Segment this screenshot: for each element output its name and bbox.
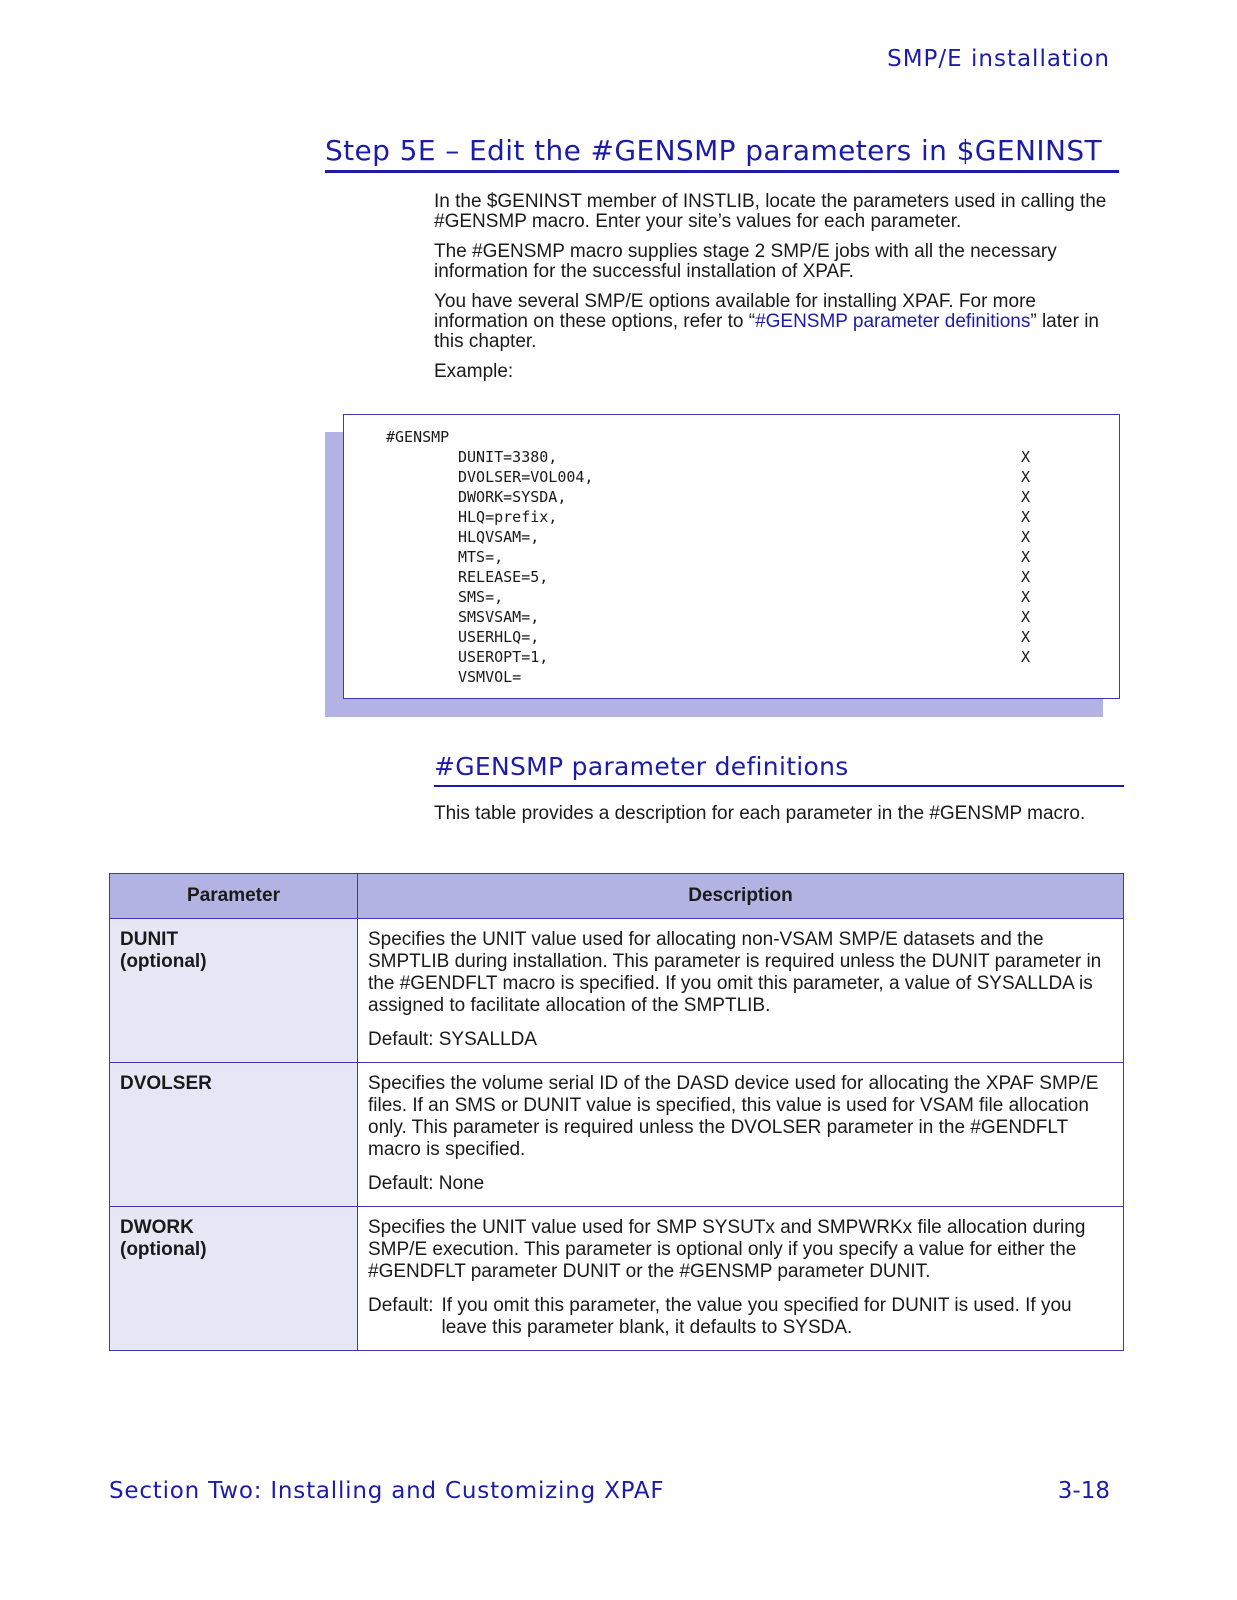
continuation-mark: X [1021, 568, 1031, 586]
para-text: ” later in this chapter. [434, 311, 1099, 352]
continuation-mark: X [1021, 448, 1031, 466]
parameter-name: DVOLSER [120, 1073, 212, 1094]
continuation-mark: X [1021, 588, 1031, 606]
parameter-cell [110, 919, 358, 1063]
code-line: SMS=, [458, 588, 504, 606]
code-line: VSMVOL= [458, 668, 522, 686]
step-title: Step 5E – Edit the #GENSMP parameters in $GENINST [325, 134, 1119, 173]
parameter-cell [110, 1207, 358, 1351]
continuation-mark: X [1021, 628, 1031, 646]
continuation-mark: X [1021, 608, 1031, 626]
code-line: RELEASE=5, [458, 568, 549, 586]
parameter-description: Specifies the UNIT value used for SMP SYSUTx and SMPWRKx file allocation during SMP/E execution. This parameter is optional only if you specify a value for either the #GENDFLT parameter DUNIT or the #GENSMP parameter DUNIT. [368, 1217, 1086, 1282]
code-example-box [343, 414, 1120, 699]
parameter-table [109, 873, 1124, 1351]
code-line: DVOLSER=VOL004, [458, 468, 594, 486]
code-line: DUNIT=3380, [458, 448, 558, 466]
description-cell [358, 1207, 1124, 1351]
table-row [110, 1207, 1124, 1351]
table-row [110, 1063, 1124, 1207]
parameter-cell [110, 1063, 358, 1207]
code-line: HLQVSAM=, [458, 528, 540, 546]
footer-section-title: Section Two: Installing and Customizing XPAF [109, 1478, 665, 1504]
parameter-qualifier: (optional) [120, 1239, 207, 1260]
description-cell [358, 1063, 1124, 1207]
parameter-description: Specifies the UNIT value used for allocating non-VSAM SMP/E datasets and the SMPTLIB during installation. This parameter is required unless the DUNIT parameter in the #GENDFLT macro is specified. If you omit this parameter, a value of SYSALLDA is assigned to facilitate allocation of the SMPTLIB. [368, 929, 1102, 1016]
code-line: HLQ=prefix, [458, 508, 558, 526]
table-row [110, 919, 1124, 1063]
running-head: SMP/E installation [887, 46, 1110, 72]
cross-reference-link[interactable]: #GENSMP parameter definitions [755, 311, 1031, 332]
definitions-title: #GENSMP parameter definitions [434, 752, 1124, 787]
continuation-mark: X [1021, 548, 1031, 566]
default-label: Default: [368, 1295, 434, 1316]
example-label: Example: [434, 361, 514, 382]
code-line: #GENSMP [386, 428, 450, 446]
code-line: SMSVSAM=, [458, 608, 540, 626]
continuation-mark: X [1021, 468, 1031, 486]
code-line: USEROPT=1, [458, 648, 549, 666]
intro-paragraph [434, 292, 1124, 352]
continuation-mark: X [1021, 508, 1031, 526]
definitions-intro: This table provides a description for each parameter in the #GENSMP macro. [434, 803, 1086, 824]
parameter-qualifier: (optional) [120, 951, 207, 972]
para-text: You have several SMP/E options available for installing XPAF. For more information on these options, refer to “ [434, 291, 1036, 332]
parameter-name: DUNIT [120, 929, 179, 950]
default-text: If you omit this parameter, the value you specified for DUNIT is used. If you leave this parameter blank, it defaults to SYSDA. [441, 1295, 1072, 1338]
parameter-name: DWORK [120, 1217, 194, 1238]
column-header-parameter: Parameter [110, 874, 358, 919]
continuation-mark: X [1021, 648, 1031, 666]
table-header-row [110, 874, 1124, 919]
parameter-default: Default: SYSALLDA [368, 1029, 537, 1050]
description-cell [358, 919, 1124, 1063]
parameter-default: Default: None [368, 1173, 485, 1194]
code-line: MTS=, [458, 548, 504, 566]
intro-paragraph: In the $GENINST member of INSTLIB, locate the parameters used in calling the #GENSMP macro. Enter your site’s values for each parameter. [434, 191, 1107, 232]
parameter-default [368, 1295, 1109, 1339]
intro-text [434, 192, 1124, 392]
continuation-mark: X [1021, 528, 1031, 546]
code-line: DWORK=SYSDA, [458, 488, 567, 506]
column-header-description: Description [358, 874, 1124, 919]
intro-paragraph: The #GENSMP macro supplies stage 2 SMP/E jobs with all the necessary information for the successful installation of XPAF. [434, 241, 1057, 282]
parameter-description: Specifies the volume serial ID of the DASD device used for allocating the XPAF SMP/E files. If an SMS or DUNIT value is specified, this value is used for VSAM file allocation only. This parameter is required unless the DVOLSER parameter in the #GENDFLT macro is specified. [368, 1073, 1099, 1160]
continuation-mark: X [1021, 488, 1031, 506]
page-number: 3-18 [1057, 1478, 1110, 1504]
code-line: USERHLQ=, [458, 628, 540, 646]
